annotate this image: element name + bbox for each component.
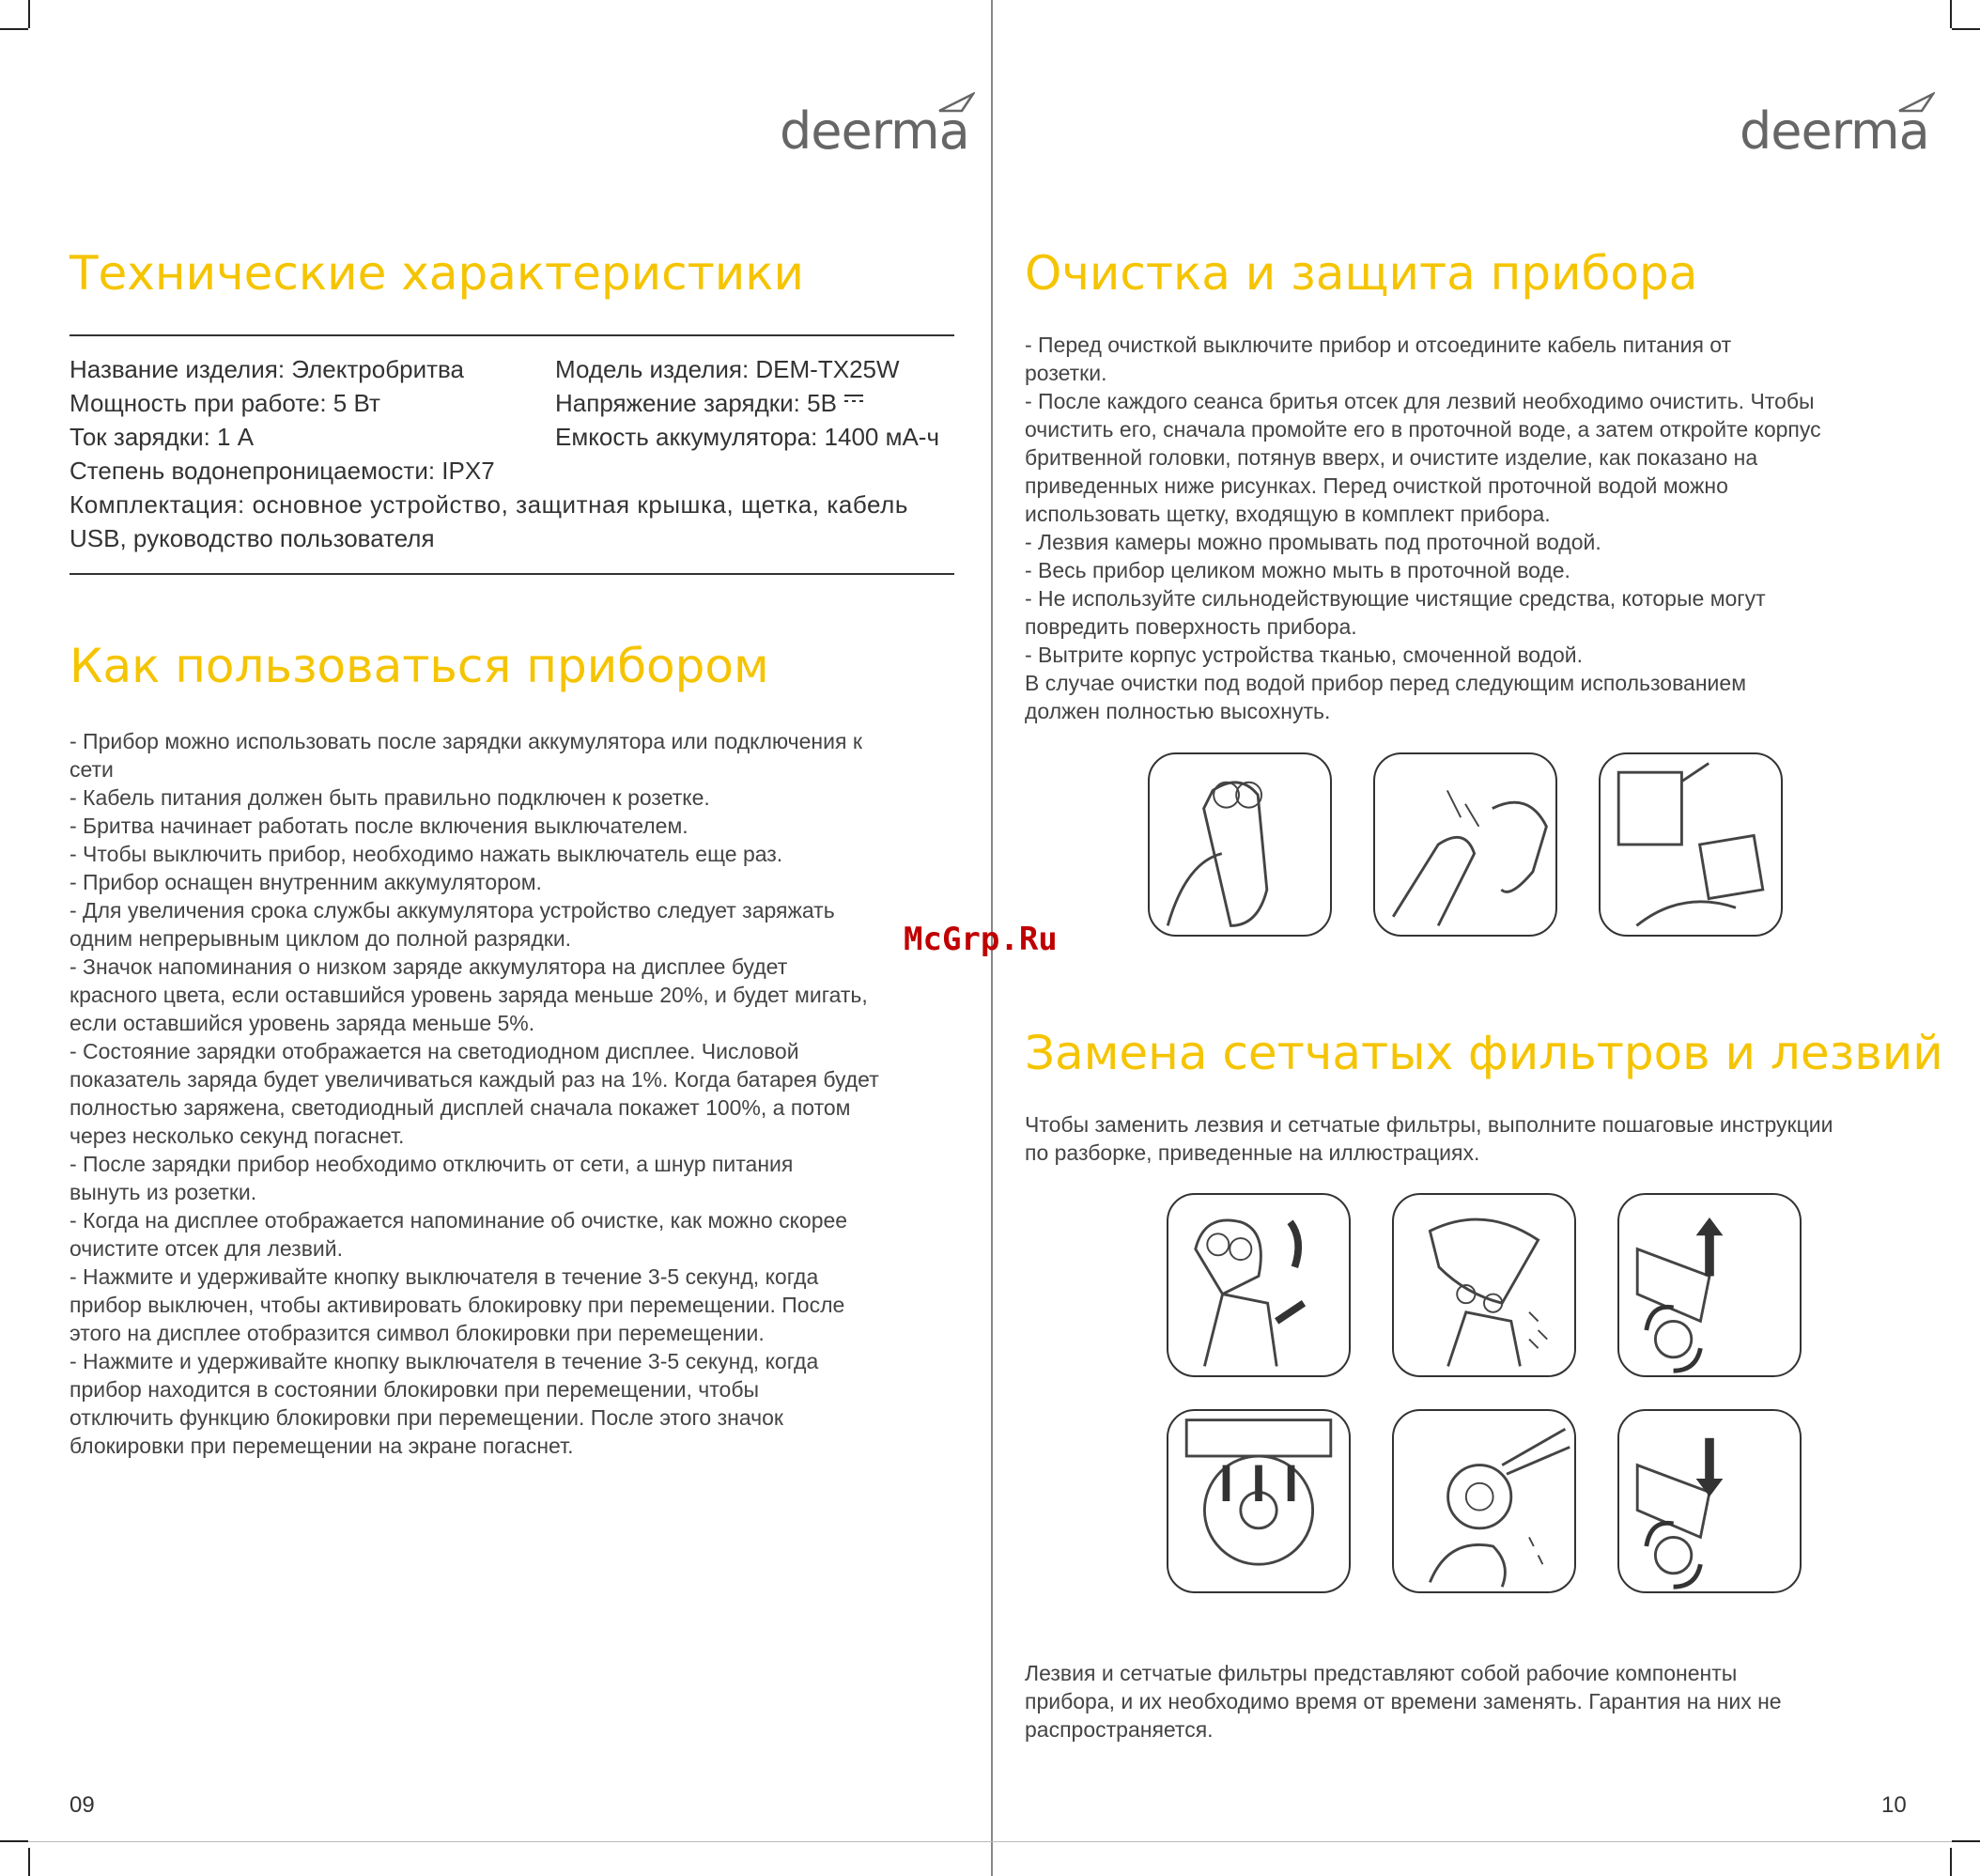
text-line: прибора, и их необходимо время от времени заменять. Гарантия на них не (1025, 1689, 1782, 1713)
clean-heading: Очистка и защита прибора (1025, 246, 1698, 301)
usage-text (70, 727, 879, 1460)
text-line: прибор находится в состоянии блокировки при перемещении, чтобы (70, 1377, 760, 1402)
text-line: бритвенной головки, потянув вверх, и очистите изделие, как показано на (1025, 445, 1758, 470)
dc-symbol-icon (843, 393, 864, 404)
text-line: - После каждого сеанса бритья отсек для лезвий необходимо очистить. Чтобы (1025, 389, 1815, 413)
brand-logo-text: deerma (1740, 101, 1929, 161)
text-line: - Перед очисткой выключите прибор и отсоедините кабель питания от (1025, 333, 1732, 357)
text-line: сети (70, 757, 114, 782)
brand-logo (780, 101, 969, 161)
text-line: - Бритва начинает работать после включения выключателем. (70, 814, 688, 838)
text-line: прибор выключен, чтобы активировать блокировку при перемещении. После (70, 1293, 845, 1317)
cleaning-illustration (1148, 752, 1332, 937)
replacement-step-illustration (1617, 1193, 1802, 1377)
text-line: - Когда на дисплее отображается напоминание об очистке, как можно скорее (70, 1208, 848, 1233)
tech-heading: Технические характеристики (70, 246, 804, 301)
clean-text (1025, 331, 1821, 725)
text-line: блокировки при перемещении на экране погаснет. (70, 1434, 574, 1458)
text-line: - После зарядки прибор необходимо отключить от сети, а шнур питания (70, 1152, 794, 1176)
text-line: - Для увеличения срока службы аккумулятора устройство следует заряжать (70, 898, 835, 922)
text-line: Чтобы заменить лезвия и сетчатые фильтры, выполните пошаговые инструкции (1025, 1112, 1833, 1137)
divider (70, 573, 954, 575)
text-line: розетки. (1025, 361, 1107, 385)
text-line: - Весь прибор целиком можно мыть в проточной воде. (1025, 558, 1570, 582)
watermark: McGrp.Ru (904, 921, 1058, 958)
usage-heading: Как пользоваться прибором (70, 639, 769, 693)
text-line: - Нажмите и удерживайте кнопку выключателя в течение 3-5 секунд, когда (70, 1349, 819, 1373)
replacement-step-illustration (1617, 1409, 1802, 1593)
text-line: отключить функцию блокировки при перемещении. После этого значок (70, 1405, 783, 1430)
text-line: если оставшийся уровень заряда меньше 5%. (70, 1011, 535, 1035)
text-line: - Значок напоминания о низком заряде аккумулятора на дисплее будет (70, 954, 788, 979)
spec-waterproof: Степень водонепроницаемости: IPX7 (70, 457, 495, 485)
page-number: 09 (70, 1792, 95, 1818)
text-line: В случае очистки под водой прибор перед следующим использованием (1025, 671, 1747, 695)
text-line: полностью заряжена, светодиодный дисплей сначала покажет 100%, а потом (70, 1095, 851, 1120)
right-page (991, 0, 1980, 1876)
spec-current: Ток зарядки: 1 А (70, 423, 255, 451)
text-line: вынуть из розетки. (70, 1180, 257, 1204)
replace-text (1025, 1110, 1833, 1167)
page-number: 10 (1881, 1792, 1907, 1818)
text-line: этого на дисплее отобразится символ блокировки при перемещении. (70, 1321, 765, 1345)
replacement-step-illustration (1167, 1409, 1351, 1593)
divider (70, 334, 954, 336)
text-line: распространяется. (1025, 1717, 1214, 1742)
text-line: повредить поверхность прибора. (1025, 614, 1357, 639)
text-line: - Чтобы выключить прибор, необходимо нажать выключатель еще раз. (70, 842, 783, 866)
spec-model: Модель изделия: DEM-TX25W (555, 355, 900, 383)
text-line: очистите отсек для лезвий. (70, 1236, 344, 1261)
text-line: одним непрерывным циклом до полной разрядки. (70, 926, 572, 951)
text-line: по разборке, приведенные на иллюстрациях. (1025, 1140, 1480, 1165)
spec-product-name: Название изделия: Электробритва (70, 355, 464, 383)
text-line: Лезвия и сетчатые фильтры представляют собой рабочие компоненты (1025, 1661, 1738, 1685)
spec-voltage-text: Напряжение зарядки: 5В (555, 389, 837, 417)
spec-voltage (555, 389, 864, 418)
text-line: - Лезвия камеры можно промывать под проточной водой. (1025, 530, 1601, 554)
text-line: - Прибор оснащен внутренним аккумулятором. (70, 870, 542, 894)
text-line: - Нажмите и удерживайте кнопку выключателя в течение 3-5 секунд, когда (70, 1264, 819, 1289)
brand-logo-text: deerma (780, 101, 969, 161)
text-line: приведенных ниже рисунках. Перед очисткой проточной водой можно (1025, 473, 1728, 498)
text-line: - Не используйте сильнодействующие чистящие средства, которые могут (1025, 586, 1766, 611)
text-line: - Состояние зарядки отображается на светодиодном дисплее. Числовой (70, 1039, 799, 1063)
text-line: очистить его, сначала промойте его в проточной воде, а затем откройте корпус (1025, 417, 1821, 442)
spec-power: Мощность при работе: 5 Вт (70, 389, 380, 417)
text-line: - Вытрите корпус устройства тканью, смоченной водой. (1025, 643, 1584, 667)
text-line: - Прибор можно использовать после зарядки аккумулятора или подключения к (70, 729, 862, 753)
spec-battery: Емкость аккумулятора: 1400 мА-ч (555, 423, 940, 451)
text-line: использовать щетку, входящую в комплект прибора. (1025, 502, 1551, 526)
text-line: показатель заряда будет увеличиваться каждый раз на 1%. Когда батарея будет (70, 1067, 879, 1092)
cleaning-illustration (1373, 752, 1557, 937)
brand-logo (1740, 101, 1929, 161)
warranty-note-text (1025, 1659, 1782, 1744)
replacement-step-illustration (1392, 1193, 1576, 1377)
spec-package: Комплектация: основное устройство, защитная крышка, щетка, кабель (70, 490, 908, 519)
text-line: - Кабель питания должен быть правильно подключен к розетке. (70, 785, 710, 810)
cleaning-illustration (1599, 752, 1783, 937)
replacement-step-illustration (1392, 1409, 1576, 1593)
text-line: должен полностью высохнуть. (1025, 699, 1331, 723)
text-line: через несколько секунд погаснет. (70, 1124, 405, 1148)
replace-heading: Замена сетчатых фильтров и лезвий (1025, 1026, 1943, 1080)
text-line: красного цвета, если оставшийся уровень заряда меньше 20%, и будет мигать, (70, 983, 868, 1007)
replacement-step-illustration (1167, 1193, 1351, 1377)
spec-package-cont: USB, руководство пользователя (70, 524, 435, 552)
